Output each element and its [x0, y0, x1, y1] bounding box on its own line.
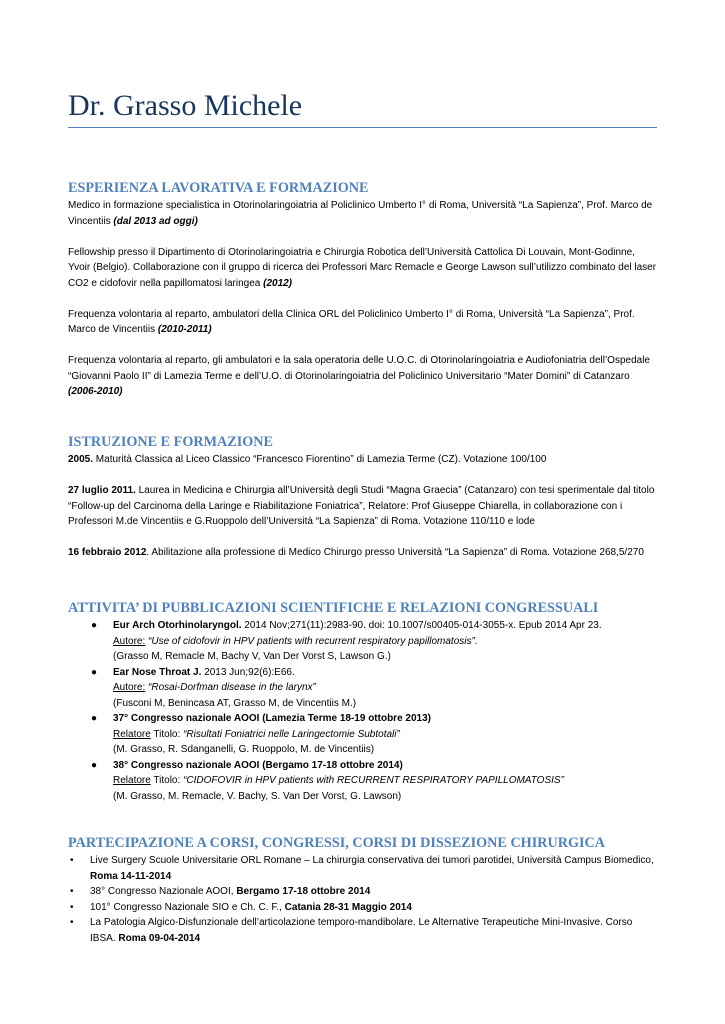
bullet-icon: ● — [91, 666, 98, 678]
publication-source: Ear Nose Throat J. — [113, 666, 202, 678]
publication-title: “Rosai-Dorfman disease in the larynx” — [148, 682, 316, 693]
publication-authors: (Grasso M, Remacle M, Bachy V, Van Der Vorst S, Lawson G.) — [113, 651, 391, 662]
publications-heading: ATTIVITA’ DI PUBBLICAZIONI SCIENTIFICHE E RELAZIONI CONGRESSUALI — [68, 600, 599, 616]
publication-title: “Use of cidofovir in HPV patients with recurrent respiratory papillomatosis”. — [148, 635, 478, 647]
experience-date: (2012) — [263, 277, 293, 289]
experience-section — [68, 179, 658, 415]
course-date: Roma 14-11-2014 — [90, 870, 172, 882]
education-item: 2005. Maturità Classica al Liceo Classico “Francesco Fiorentino” di Lamezia Terme (CZ). Votazione 100/100 — [68, 454, 547, 465]
education-date: 2005. — [68, 454, 94, 465]
experience-item: Medico in formazione specialistica in Otorinolaringoiatria al Policlinico Umberto I° di Roma, Università “La Sapienza”, Prof. Marco de Vincentiis (dal 2013 ad oggi) — [68, 200, 653, 227]
course-item: • 38° Congresso Nazionale AOOI, Bergamo 17-18 ottobre 2014 — [68, 884, 658, 900]
course-date: Roma 09-04-2014 — [118, 932, 201, 944]
publication-item: ● 38° Congresso nazionale AOOI (Bergamo 17-18 ottobre 2014) Relatore Titolo: “CIDOFOVIR in HPV patients with RECURRENT RESPIRATORY PAPILLOMATOSIS” (M. Grasso, M. Remacle, V. Bachy, S. Van Der Vorst, G. Lawson) — [68, 758, 658, 805]
courses-section — [68, 834, 658, 946]
course-date: Bergamo 17-18 ottobre 2014 — [236, 886, 371, 897]
education-date: 27 luglio 2011. — [68, 485, 136, 496]
experience-item: Fellowship presso il Dipartimento di Otorinolaringoiatria e Chirurgia Robotica dell’Università Cattolica Di Louvain, Mont-Godinne, Yvoir (Belgio). Collaborazione con il gruppo di ricerca dei Professori Marc Remacle e George Lawson sull’utilizzo combinato del laser CO2 e cidofovir nella papillomatosi laringea (2012) — [68, 246, 657, 289]
title-underline — [68, 127, 657, 128]
page-title: Dr. Grasso Michele — [68, 89, 303, 122]
education-date: 16 febbraio 2012 — [68, 547, 147, 558]
bullet-icon: ● — [91, 759, 98, 771]
publication-source: 38° Congresso nazionale AOOI (Bergamo 17-18 ottobre 2014) — [113, 759, 403, 771]
publication-details: 2013 Jun;92(6):E66. — [201, 666, 295, 678]
publication-role: Autore: — [113, 682, 146, 693]
publication-authors: (Fusconi M, Benincasa AT, Grasso M, de Vincentiis M.) — [113, 697, 357, 709]
education-section — [68, 433, 658, 576]
courses-heading: PARTECIPAZIONE A CORSI, CONGRESSI, CORSI DI DISSEZIONE CHIRURGICA — [68, 835, 606, 851]
publication-authors: (M. Grasso, M. Remacle, V. Bachy, S. Van Der Vorst, G. Lawson) — [113, 790, 402, 802]
publication-item — [68, 665, 658, 712]
experience-date: (2006-2010) — [68, 386, 123, 397]
experience-date: (2010-2011) — [157, 324, 212, 335]
publication-item: ● 37° Congresso nazionale AOOI (Lamezia Terme 18-19 ottobre 2013) Relatore Titolo: “Risultati Foniatrici nelle Laringectomie Subtotali” (M. Grasso, R. Sdanganelli, G. Ruoppolo, M. de Vincentiis) — [68, 711, 658, 758]
publication-item — [68, 618, 658, 665]
publication-source: 37° Congresso nazionale AOOI (Lamezia Terme 18-19 ottobre 2013) — [113, 713, 431, 724]
publication-role: Autore: — [113, 635, 146, 647]
course-item: • Live Surgery Scuole Universitarie ORL Romane – La chirurgia conservativa dei tumori parotidei, Università Campus Biomedico, Roma 14-11-2014 — [70, 855, 654, 882]
publication-source: Eur Arch Otorhinolaryngol. — [113, 620, 242, 631]
experience-item: Frequenza volontaria al reparto, ambulatori della Clinica ORL del Policlinico Umberto I° di Roma, Università “La Sapienza”, Prof. Marco de Vincentiis (2010-2011) — [68, 308, 635, 335]
experience-date: (dal 2013 ad oggi) — [113, 215, 198, 227]
bullet-icon: • — [70, 917, 74, 928]
experience-heading: ESPERIENZA LAVORATIVA E FORMAZIONE — [68, 180, 369, 196]
education-item: 16 febbraio 2012. Abilitazione alla professione di Medico Chirurgo presso Università “La Sapienza” di Roma. Votazione 268,5/270 — [68, 547, 644, 558]
bullet-icon: • — [70, 901, 74, 913]
publication-title: “CIDOFOVIR in HPV patients with RECURRENT RESPIRATORY PAPILLOMATOSIS” — [183, 775, 564, 786]
education-item: 27 luglio 2011. Laurea in Medicina e Chirurgia all’Università degli Studi “Magna Graecia” (Catanzaro) con tesi sperimentale dal titolo “Follow-up del Carcinoma della Laringe e Riabilitazione Foniatrica”, Relatore: Prof Giuseppe Chiarella, in collaborazione con i Professori M.de Vincentiis e G.Ruoppolo dell’Università “La Sapienza” di Roma. Votazione 110/110 e lode — [68, 485, 655, 527]
course-date: Catania 28-31 Maggio 2014 — [284, 901, 412, 913]
bullet-icon: • — [70, 886, 74, 897]
publication-title: “Risultati Foniatrici nelle Laringectomie Subtotali” — [183, 728, 400, 740]
bullet-icon: • — [70, 855, 74, 866]
bullet-icon: ● — [91, 620, 98, 631]
publication-role: Relatore — [113, 775, 151, 786]
experience-item: Frequenza volontaria al reparto, gli ambulatori e la sala operatoria delle U.O.C. di Otorinolaringoiatria e Audiofoniatria dell’Ospedale “Giovanni Paolo II” di Lamezia Terme e dell’U.O. di Otorinolaringoiatria del Policlinico Universitario “Mater Domini” di Catanzaro (2006-2010) — [68, 355, 650, 397]
courses-list — [68, 853, 658, 946]
publications-section — [68, 599, 658, 804]
publications-list — [68, 618, 658, 804]
publication-authors: (M. Grasso, R. Sdanganelli, G. Ruoppolo, M. de Vincentiis) — [113, 744, 375, 755]
course-item: • La Patologia Algico-Disfunzionale dell’articolazione temporo-mandibolare. Le Alternative Terapeutiche Mini-Invasive. Corso IBSA. Roma 09-04-2014 — [70, 917, 633, 944]
bullet-icon: ● — [91, 713, 98, 724]
course-item: • 101° Congresso Nazionale SIO e Ch. C. F., Catania 28-31 Maggio 2014 — [68, 900, 658, 916]
education-heading: ISTRUZIONE E FORMAZIONE — [68, 434, 273, 450]
publication-details: 2014 Nov;271(11):2983-90. doi: 10.1007/s00405-014-3055-x. Epub 2014 Apr 23. — [241, 620, 602, 631]
publication-role: Relatore — [113, 728, 151, 740]
